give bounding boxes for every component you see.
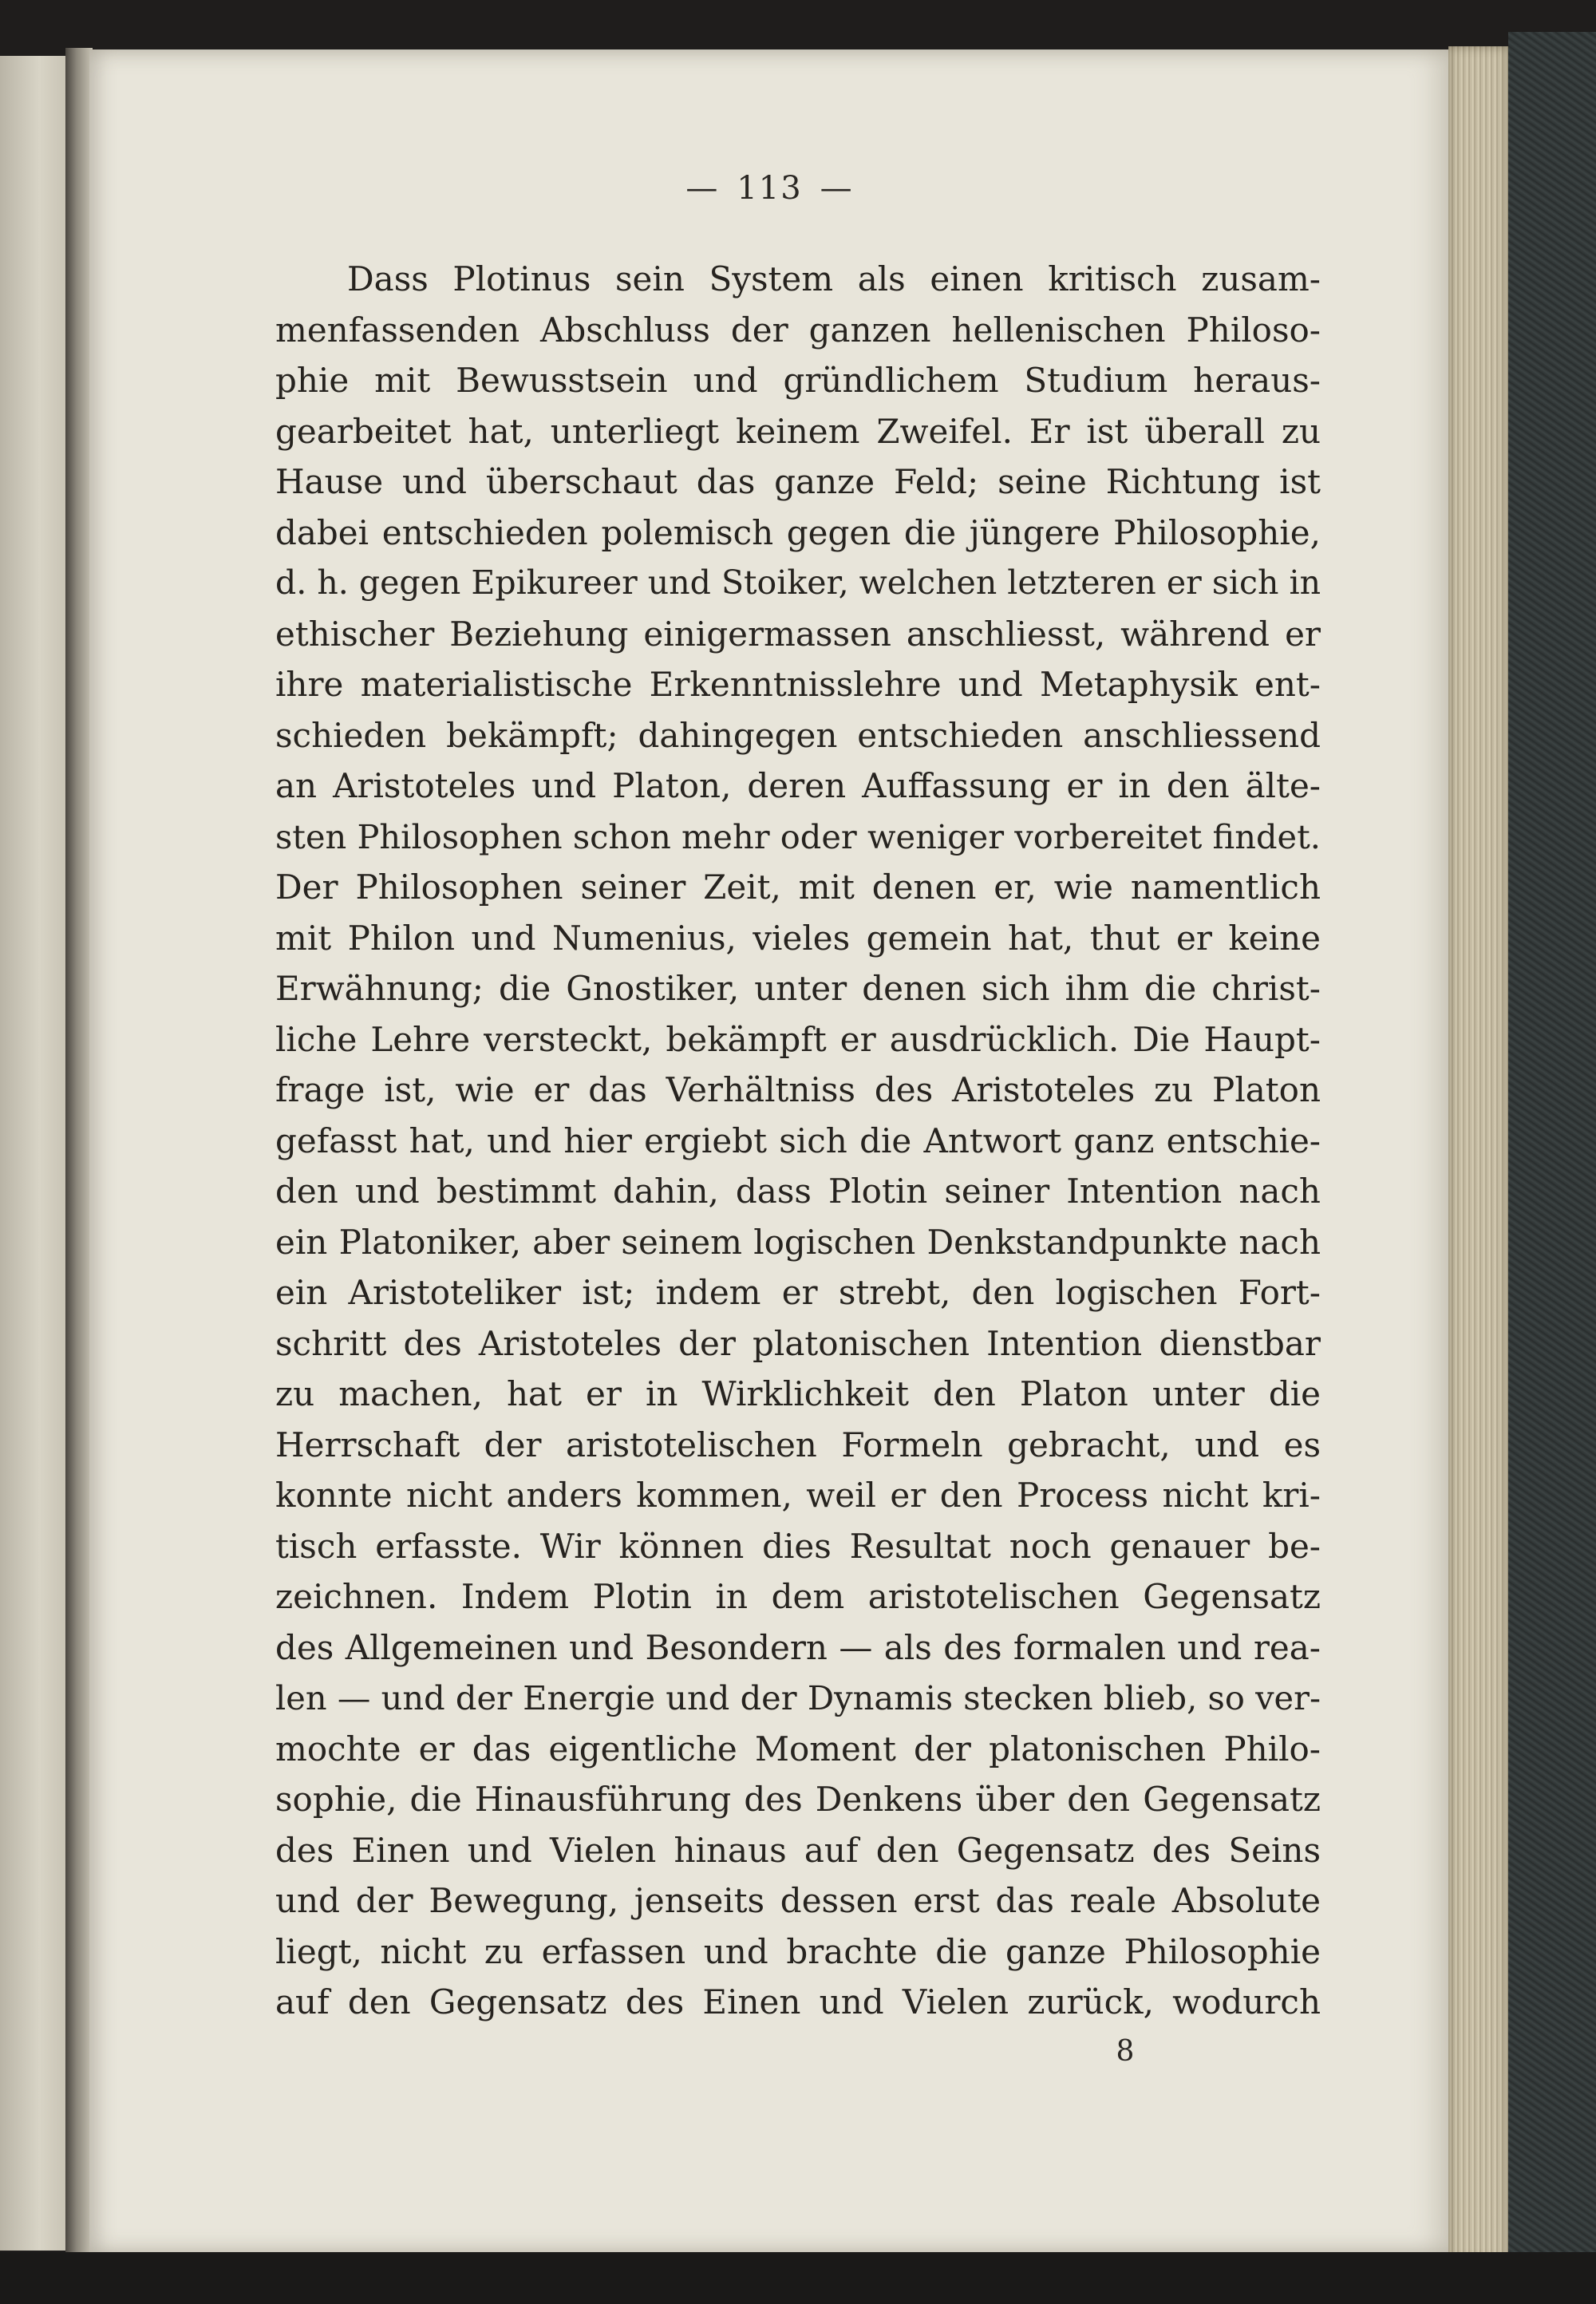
text-line: Der Philosophen seiner Zeit, mit denen er, wie namentlich — [275, 867, 1321, 907]
text-line: sophie, die Hinausführung des Denkens über den Gegensatz — [275, 1780, 1321, 1819]
text-line: tisch erfasste. Wir können dies Resultat noch genauer be- — [275, 1526, 1321, 1566]
header-dash-right: — — [820, 170, 854, 207]
body-text — [275, 254, 1321, 2028]
text-line: Herrschaft der aristotelischen Formeln gebracht, und es — [275, 1425, 1321, 1464]
text-line: gefasst hat, und hier ergiebt sich die Antwort ganz entschie- — [275, 1120, 1321, 1160]
text-line: ihre materialistische Erkenntnisslehre und Metaphysik ent- — [275, 665, 1321, 704]
page-edges — [1448, 46, 1508, 2261]
text-line: an Aristoteles und Platon, deren Auffassung er in den älte- — [275, 766, 1321, 805]
text-line: ethischer Beziehung einigermassen anschliesst, während er — [275, 614, 1321, 654]
text-line: und der Bewegung, jenseits dessen erst das reale Absolute — [275, 1881, 1321, 1920]
text-line: sten Philosophen schon mehr oder weniger vorbereitet findet. — [275, 816, 1321, 856]
text-line: Dass Plotinus sein System als einen kritisch zusam- — [347, 259, 1321, 298]
text-line: ein Aristoteliker ist; indem er strebt, den logischen Fort- — [275, 1273, 1321, 1312]
book-gutter — [65, 48, 93, 2266]
book-cover — [1508, 32, 1596, 2274]
text-line: den und bestimmt dahin, dass Plotin seiner Intention nach — [275, 1172, 1321, 1211]
text-line: d. h. gegen Epikureer und Stoiker, welchen letzteren er sich in — [275, 563, 1321, 602]
text-line: mochte er das eigentliche Moment der platonischen Philo- — [275, 1729, 1321, 1769]
text-line: des Allgemeinen und Besondern — als des formalen und rea- — [275, 1627, 1321, 1667]
text-line: len — und der Energie und der Dynamis stecken blieb, so ver- — [275, 1678, 1321, 1717]
text-line: dabei entschieden polemisch gegen die jüngere Philosophie, — [275, 512, 1321, 552]
text-line: liche Lehre versteckt, bekämpft er ausdrücklich. Die Haupt- — [275, 1019, 1321, 1059]
text-line: schritt des Aristoteles der platonischen Intention dienstbar — [275, 1323, 1321, 1363]
left-page-edge — [0, 56, 65, 2251]
text-line: Erwähnung; die Gnostiker, unter denen sich ihm die christ- — [275, 969, 1321, 1008]
text-line: schieden bekämpft; dahingegen entschieden anschliessend — [275, 715, 1321, 755]
text-line: Hause und überschaut das ganze Feld; seine Richtung ist — [275, 462, 1321, 501]
text-line: mit Philon und Numenius, vieles gemein hat, thut er keine — [275, 918, 1321, 958]
text-line: gearbeitet hat, unterliegt keinem Zweifel. Er ist überall zu — [275, 411, 1321, 451]
text-line: des Einen und Vielen hinaus auf den Gegensatz des Seins — [275, 1830, 1321, 1870]
text-line: konnte nicht anders kommen, weil er den Process nicht kri- — [275, 1476, 1321, 1515]
text-line: ein Platoniker, aber seinem logischen Denkstandpunkte nach — [275, 1222, 1321, 1262]
bottom-shadow — [0, 2252, 1596, 2304]
text-line: menfassenden Abschluss der ganzen hellenischen Philoso- — [275, 310, 1321, 350]
page-number: 113 — [737, 170, 803, 207]
text-line: frage ist, wie er das Verhältniss des Aristoteles zu Platon — [275, 1070, 1321, 1109]
text-line: phie mit Bewusstsein und gründlichem Studium heraus- — [275, 361, 1321, 400]
text-line: zu machen, hat er in Wirklichkeit den Platon unter die — [275, 1374, 1321, 1413]
header-dash-left: — — [685, 170, 720, 207]
page-header — [89, 170, 1450, 207]
text-line: auf den Gegensatz des Einen und Vielen zurück, wodurch — [275, 1982, 1321, 2021]
text-line: liegt, nicht zu erfassen und brachte die ganze Philosophie — [275, 1931, 1321, 1971]
signature-mark: 8 — [1116, 2035, 1135, 2068]
text-line: zeichnen. Indem Plotin in dem aristotelischen Gegensatz — [275, 1577, 1321, 1616]
